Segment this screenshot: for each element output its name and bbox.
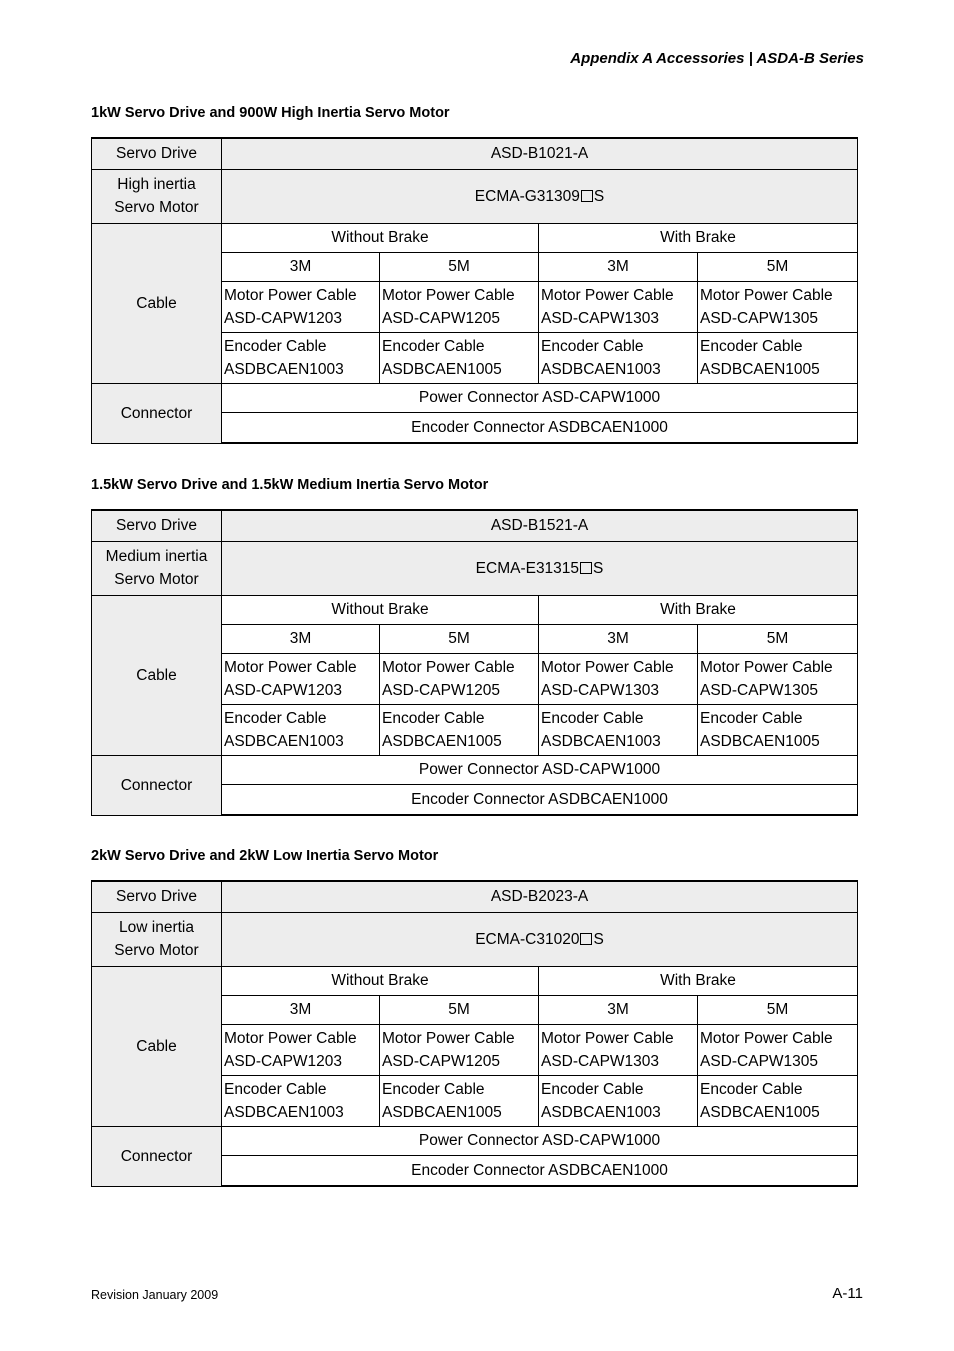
encoder-connector: Encoder Connector ASDBCAEN1000 [222,412,858,443]
encoder-cable-cell: Encoder Cable ASDBCAEN1003 [539,332,698,383]
length-5m: 5M [698,995,858,1024]
power-connector: Power Connector ASD-CAPW1000 [222,383,858,412]
length-3m: 3M [222,252,380,281]
motor-power-cable-cell: Motor Power Cable ASD-CAPW1203 [222,653,380,704]
checkbox-square-icon [581,190,593,202]
section-title: 2kW Servo Drive and 2kW Low Inertia Servo Motor [91,848,439,864]
checkbox-square-icon [580,562,592,574]
power-connector: Power Connector ASD-CAPW1000 [222,1126,858,1155]
with-brake-header: With Brake [539,223,858,252]
length-5m: 5M [380,252,539,281]
checkbox-square-icon [580,933,592,945]
page-number: A-11 [832,1285,863,1302]
connector-label: Connector [92,1126,222,1186]
running-header: Appendix A Accessories | ASDA-B Series [570,50,864,67]
servo-motor-model: ECMA-E31315 S [222,541,858,595]
encoder-cable-cell: Encoder Cable ASDBCAEN1005 [380,704,539,755]
length-3m: 3M [222,995,380,1024]
servo-motor-model: ECMA-C31020 S [222,912,858,966]
without-brake-header: Without Brake [222,595,539,624]
length-5m: 5M [380,995,539,1024]
without-brake-header: Without Brake [222,966,539,995]
encoder-cable-cell: Encoder Cable ASDBCAEN1005 [698,1075,858,1126]
motor-power-cable-cell: Motor Power Cable ASD-CAPW1305 [698,281,858,332]
length-5m: 5M [380,624,539,653]
power-connector: Power Connector ASD-CAPW1000 [222,755,858,784]
accessory-table [91,137,858,444]
encoder-cable-cell: Encoder Cable ASDBCAEN1003 [539,704,698,755]
connector-label: Connector [92,383,222,443]
motor-power-cable-cell: Motor Power Cable ASD-CAPW1303 [539,653,698,704]
motor-power-cable-cell: Motor Power Cable ASD-CAPW1305 [698,653,858,704]
servo-drive-model: ASD-B2023-A [222,881,858,912]
servo-motor-label: Low inertia Servo Motor [92,912,222,966]
motor-power-cable-cell: Motor Power Cable ASD-CAPW1303 [539,1024,698,1075]
section-title: 1kW Servo Drive and 900W High Inertia Servo Motor [91,105,450,121]
connector-label: Connector [92,755,222,815]
motor-power-cable-cell: Motor Power Cable ASD-CAPW1203 [222,1024,380,1075]
motor-power-cable-cell: Motor Power Cable ASD-CAPW1205 [380,1024,539,1075]
motor-power-cable-cell: Motor Power Cable ASD-CAPW1205 [380,653,539,704]
motor-power-cable-cell: Motor Power Cable ASD-CAPW1305 [698,1024,858,1075]
encoder-cable-cell: Encoder Cable ASDBCAEN1005 [698,332,858,383]
servo-motor-model: ECMA-G31309 S [222,169,858,223]
encoder-cable-cell: Encoder Cable ASDBCAEN1003 [222,704,380,755]
without-brake-header: Without Brake [222,223,539,252]
encoder-connector: Encoder Connector ASDBCAEN1000 [222,784,858,815]
servo-drive-label: Servo Drive [92,510,222,541]
length-3m: 3M [222,624,380,653]
revision-footer: Revision January 2009 [91,1288,219,1302]
servo-drive-label: Servo Drive [92,881,222,912]
with-brake-header: With Brake [539,966,858,995]
section-title: 1.5kW Servo Drive and 1.5kW Medium Inertia Servo Motor [91,477,489,493]
motor-power-cable-cell: Motor Power Cable ASD-CAPW1203 [222,281,380,332]
servo-motor-label: High inertia Servo Motor [92,169,222,223]
servo-drive-model: ASD-B1521-A [222,510,858,541]
cable-label: Cable [92,595,222,755]
motor-power-cable-cell: Motor Power Cable ASD-CAPW1303 [539,281,698,332]
encoder-cable-cell: Encoder Cable ASDBCAEN1005 [380,1075,539,1126]
length-3m: 3M [539,252,698,281]
with-brake-header: With Brake [539,595,858,624]
cable-label: Cable [92,223,222,383]
encoder-cable-cell: Encoder Cable ASDBCAEN1005 [698,704,858,755]
cable-label: Cable [92,966,222,1126]
motor-power-cable-cell: Motor Power Cable ASD-CAPW1205 [380,281,539,332]
encoder-cable-cell: Encoder Cable ASDBCAEN1005 [380,332,539,383]
length-3m: 3M [539,624,698,653]
servo-motor-label: Medium inertia Servo Motor [92,541,222,595]
servo-drive-label: Servo Drive [92,138,222,169]
encoder-cable-cell: Encoder Cable ASDBCAEN1003 [222,332,380,383]
accessory-table [91,880,858,1187]
length-5m: 5M [698,624,858,653]
length-3m: 3M [539,995,698,1024]
encoder-cable-cell: Encoder Cable ASDBCAEN1003 [222,1075,380,1126]
encoder-cable-cell: Encoder Cable ASDBCAEN1003 [539,1075,698,1126]
encoder-connector: Encoder Connector ASDBCAEN1000 [222,1155,858,1186]
accessory-table [91,509,858,816]
length-5m: 5M [698,252,858,281]
servo-drive-model: ASD-B1021-A [222,138,858,169]
